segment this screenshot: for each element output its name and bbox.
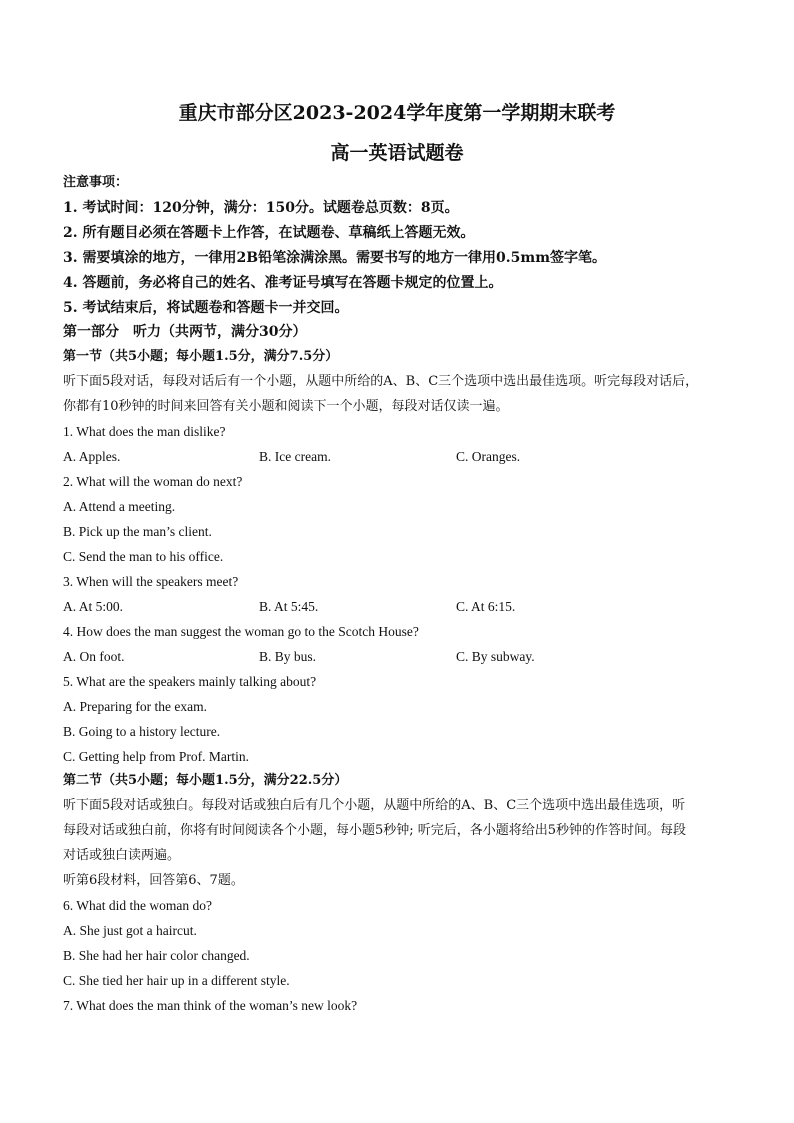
section1-instructions: 你都有10秒钟的时间来回答有关小题和阅读下一个小题，每段对话仅读一遍。 — [63, 399, 509, 414]
question-1: 1. What does the man dislike? — [63, 424, 226, 439]
q5-option-b: B. Going to a history lecture. — [63, 724, 221, 739]
notice-item: 5. 考试结束后，将试题卷和答题卡一并交回。 — [63, 300, 349, 316]
notice-item: 2. 所有题目必须在答题卡上作答，在试题卷、草稿纸上答题无效。 — [63, 225, 475, 241]
question-4: 4. How does the man suggest the woman go to the Scotch House? — [63, 624, 419, 639]
q2-option-a: A. Attend a meeting. — [63, 499, 176, 514]
section2-instructions: 对话或独白读两遍。 — [63, 848, 181, 863]
q6-option-a: A. She just got a haircut. — [63, 923, 197, 938]
notice-heading: 注意事项： — [63, 175, 129, 190]
question-7: 7. What does the man think of the woman’s new look? — [63, 998, 358, 1013]
q4-option-c: C. By subway. — [456, 649, 535, 664]
q1-option-a: A. Apples. — [63, 449, 121, 464]
q3-option-c: C. At 6:15. — [456, 599, 516, 614]
q2-option-c: C. Send the man to his office. — [63, 549, 224, 564]
q3-option-b: B. At 5:45. — [259, 599, 319, 614]
q2-option-b: B. Pick up the man’s client. — [63, 524, 212, 539]
section2-instructions: 每段对话或独白前，你将有时间阅读各个小题，每小题5秒钟; 听完后，各小题将给出5秒钟的作答时间。每段 — [63, 823, 687, 838]
question-5: 5. What are the speakers mainly talking about? — [63, 674, 317, 689]
q5-option-a: A. Preparing for the exam. — [63, 699, 207, 714]
question-6: 6. What did the woman do? — [63, 898, 212, 913]
notice-item: 1. 考试时间：120分钟，满分：150分。试题卷总页数：8页。 — [63, 200, 459, 216]
part1-heading: 第一部分 听力（共两节，满分30分） — [63, 324, 307, 340]
notice-item: 4. 答题前，务必将自己的姓名、准考证号填写在答题卡规定的位置上。 — [63, 275, 503, 291]
question-3: 3. When will the speakers meet? — [63, 574, 239, 589]
exam-subtitle: 高一英语试题卷 — [330, 142, 464, 164]
section2-instructions: 听下面5段对话或独白。每段对话或独白后有几个小题，从题中所给的A、B、C三个选项中选出最佳选项，听 — [63, 798, 686, 813]
q1-option-c: C. Oranges. — [456, 449, 521, 464]
section1-instructions: 听下面5段对话，每段对话后有一个小题，从题中所给的A、B、C三个选项中选出最佳选项。听完每段对话后， — [63, 374, 699, 389]
q3-option-a: A. At 5:00. — [63, 599, 124, 614]
q6-option-b: B. She had her hair color changed. — [63, 948, 250, 963]
q4-option-b: B. By bus. — [259, 649, 317, 664]
section2-heading: 第二节（共5小题；每小题1.5分，满分22.5分） — [63, 773, 348, 788]
q6-option-c: C. She tied her hair up in a different style. — [63, 973, 290, 988]
exam-title: 重庆市部分区2023-2024学年度第一学期期末联考 — [178, 102, 616, 124]
q4-option-a: A. On foot. — [63, 649, 125, 664]
q1-option-b: B. Ice cream. — [259, 449, 331, 464]
notice-item: 3. 需要填涂的地方，一律用2B铅笔涂满涂黑。需要书写的地方一律用0.5mm签字笔。 — [63, 250, 607, 266]
section1-heading: 第一节（共5小题；每小题1.5分，满分7.5分） — [63, 349, 339, 364]
material-note: 听第6段材料，回答第6、7题。 — [63, 873, 244, 888]
question-2: 2. What will the woman do next? — [63, 474, 243, 489]
q5-option-c: C. Getting help from Prof. Martin. — [63, 749, 249, 764]
